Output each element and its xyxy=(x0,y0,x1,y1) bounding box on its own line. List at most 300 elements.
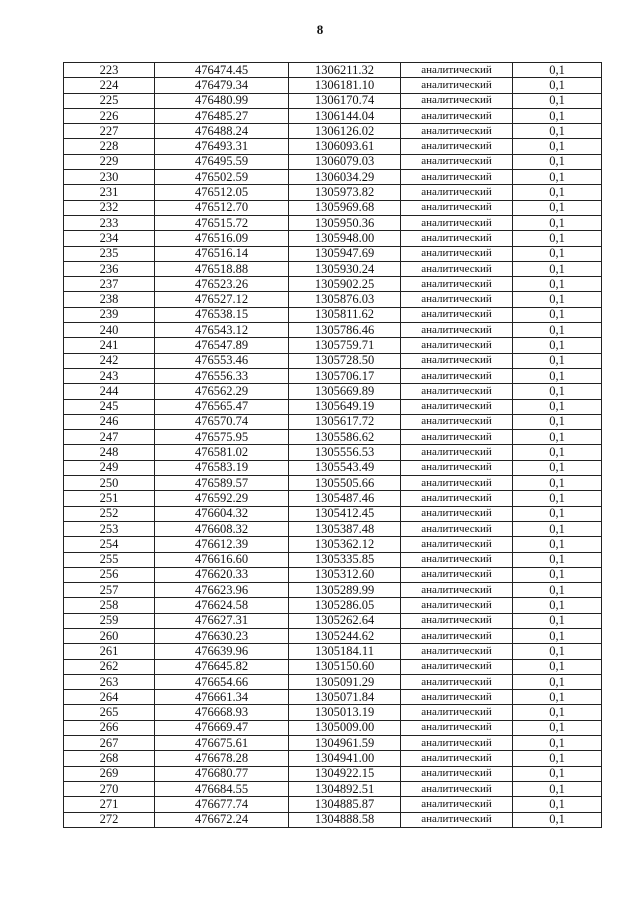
x-coordinate-cell: 476474.45 xyxy=(155,63,289,78)
y-coordinate-cell: 1305947.69 xyxy=(289,246,401,261)
point-number-cell: 250 xyxy=(64,476,155,491)
table-row xyxy=(64,353,602,368)
x-coordinate-cell: 476485.27 xyxy=(155,108,289,123)
method-cell: аналитический xyxy=(401,78,513,93)
method-cell: аналитический xyxy=(401,690,513,705)
point-number-cell: 267 xyxy=(64,736,155,751)
error-cell: 0,1 xyxy=(513,108,602,123)
x-coordinate-cell: 476616.60 xyxy=(155,552,289,567)
x-coordinate-cell: 476623.96 xyxy=(155,583,289,598)
error-cell: 0,1 xyxy=(513,170,602,185)
error-cell: 0,1 xyxy=(513,644,602,659)
error-cell: 0,1 xyxy=(513,705,602,720)
method-cell: аналитический xyxy=(401,460,513,475)
x-coordinate-cell: 476512.70 xyxy=(155,200,289,215)
method-cell: аналитический xyxy=(401,246,513,261)
y-coordinate-cell: 1304941.00 xyxy=(289,751,401,766)
x-coordinate-cell: 476518.88 xyxy=(155,261,289,276)
method-cell: аналитический xyxy=(401,63,513,78)
method-cell: аналитический xyxy=(401,368,513,383)
y-coordinate-cell: 1305412.45 xyxy=(289,506,401,521)
method-cell: аналитический xyxy=(401,781,513,796)
error-cell: 0,1 xyxy=(513,185,602,200)
table-row xyxy=(64,552,602,567)
x-coordinate-cell: 476645.82 xyxy=(155,659,289,674)
x-coordinate-cell: 476516.09 xyxy=(155,231,289,246)
y-coordinate-cell: 1306093.61 xyxy=(289,139,401,154)
error-cell: 0,1 xyxy=(513,63,602,78)
error-cell: 0,1 xyxy=(513,812,602,827)
point-number-cell: 264 xyxy=(64,690,155,705)
error-cell: 0,1 xyxy=(513,537,602,552)
x-coordinate-cell: 476488.24 xyxy=(155,124,289,139)
y-coordinate-cell: 1305244.62 xyxy=(289,628,401,643)
x-coordinate-cell: 476515.72 xyxy=(155,215,289,230)
point-number-cell: 239 xyxy=(64,307,155,322)
point-number-cell: 224 xyxy=(64,78,155,93)
point-number-cell: 231 xyxy=(64,185,155,200)
method-cell: аналитический xyxy=(401,353,513,368)
y-coordinate-cell: 1305876.03 xyxy=(289,292,401,307)
method-cell: аналитический xyxy=(401,200,513,215)
table-row xyxy=(64,781,602,796)
point-number-cell: 261 xyxy=(64,644,155,659)
error-cell: 0,1 xyxy=(513,583,602,598)
table-row xyxy=(64,567,602,582)
table-row xyxy=(64,506,602,521)
error-cell: 0,1 xyxy=(513,674,602,689)
point-number-cell: 265 xyxy=(64,705,155,720)
point-number-cell: 226 xyxy=(64,108,155,123)
error-cell: 0,1 xyxy=(513,353,602,368)
y-coordinate-cell: 1306170.74 xyxy=(289,93,401,108)
table-row xyxy=(64,368,602,383)
y-coordinate-cell: 1305973.82 xyxy=(289,185,401,200)
table-row xyxy=(64,261,602,276)
error-cell: 0,1 xyxy=(513,261,602,276)
table-row xyxy=(64,108,602,123)
point-number-cell: 233 xyxy=(64,215,155,230)
x-coordinate-cell: 476672.24 xyxy=(155,812,289,827)
point-number-cell: 246 xyxy=(64,414,155,429)
method-cell: аналитический xyxy=(401,537,513,552)
y-coordinate-cell: 1305617.72 xyxy=(289,414,401,429)
method-cell: аналитический xyxy=(401,185,513,200)
error-cell: 0,1 xyxy=(513,292,602,307)
method-cell: аналитический xyxy=(401,628,513,643)
method-cell: аналитический xyxy=(401,108,513,123)
point-number-cell: 228 xyxy=(64,139,155,154)
table-row xyxy=(64,613,602,628)
method-cell: аналитический xyxy=(401,613,513,628)
x-coordinate-cell: 476612.39 xyxy=(155,537,289,552)
y-coordinate-cell: 1306181.10 xyxy=(289,78,401,93)
x-coordinate-cell: 476523.26 xyxy=(155,277,289,292)
table-row xyxy=(64,154,602,169)
method-cell: аналитический xyxy=(401,384,513,399)
y-coordinate-cell: 1305335.85 xyxy=(289,552,401,567)
error-cell: 0,1 xyxy=(513,200,602,215)
error-cell: 0,1 xyxy=(513,139,602,154)
error-cell: 0,1 xyxy=(513,277,602,292)
y-coordinate-cell: 1306211.32 xyxy=(289,63,401,78)
error-cell: 0,1 xyxy=(513,323,602,338)
y-coordinate-cell: 1305728.50 xyxy=(289,353,401,368)
method-cell: аналитический xyxy=(401,139,513,154)
error-cell: 0,1 xyxy=(513,93,602,108)
x-coordinate-cell: 476583.19 xyxy=(155,460,289,475)
point-number-cell: 249 xyxy=(64,460,155,475)
table-row xyxy=(64,246,602,261)
y-coordinate-cell: 1304885.87 xyxy=(289,797,401,812)
method-cell: аналитический xyxy=(401,598,513,613)
table-row xyxy=(64,751,602,766)
method-cell: аналитический xyxy=(401,583,513,598)
x-coordinate-cell: 476547.89 xyxy=(155,338,289,353)
error-cell: 0,1 xyxy=(513,797,602,812)
y-coordinate-cell: 1305902.25 xyxy=(289,277,401,292)
point-number-cell: 244 xyxy=(64,384,155,399)
error-cell: 0,1 xyxy=(513,384,602,399)
table-row xyxy=(64,521,602,536)
x-coordinate-cell: 476565.47 xyxy=(155,399,289,414)
x-coordinate-cell: 476678.28 xyxy=(155,751,289,766)
table-row xyxy=(64,644,602,659)
error-cell: 0,1 xyxy=(513,598,602,613)
error-cell: 0,1 xyxy=(513,521,602,536)
point-number-cell: 259 xyxy=(64,613,155,628)
point-number-cell: 235 xyxy=(64,246,155,261)
error-cell: 0,1 xyxy=(513,751,602,766)
method-cell: аналитический xyxy=(401,261,513,276)
y-coordinate-cell: 1305556.53 xyxy=(289,445,401,460)
error-cell: 0,1 xyxy=(513,628,602,643)
table-row xyxy=(64,674,602,689)
method-cell: аналитический xyxy=(401,521,513,536)
point-number-cell: 256 xyxy=(64,567,155,582)
method-cell: аналитический xyxy=(401,736,513,751)
point-number-cell: 257 xyxy=(64,583,155,598)
y-coordinate-cell: 1305969.68 xyxy=(289,200,401,215)
method-cell: аналитический xyxy=(401,705,513,720)
error-cell: 0,1 xyxy=(513,552,602,567)
table-row xyxy=(64,476,602,491)
error-cell: 0,1 xyxy=(513,567,602,582)
x-coordinate-cell: 476630.23 xyxy=(155,628,289,643)
point-number-cell: 262 xyxy=(64,659,155,674)
y-coordinate-cell: 1304888.58 xyxy=(289,812,401,827)
table-row xyxy=(64,460,602,475)
point-number-cell: 229 xyxy=(64,154,155,169)
point-number-cell: 240 xyxy=(64,323,155,338)
y-coordinate-cell: 1305811.62 xyxy=(289,307,401,322)
table-row xyxy=(64,63,602,78)
x-coordinate-cell: 476677.74 xyxy=(155,797,289,812)
y-coordinate-cell: 1305487.46 xyxy=(289,491,401,506)
y-coordinate-cell: 1305091.29 xyxy=(289,674,401,689)
x-coordinate-cell: 476512.05 xyxy=(155,185,289,200)
point-number-cell: 260 xyxy=(64,628,155,643)
error-cell: 0,1 xyxy=(513,690,602,705)
y-coordinate-cell: 1305759.71 xyxy=(289,338,401,353)
method-cell: аналитический xyxy=(401,674,513,689)
table-row xyxy=(64,93,602,108)
point-number-cell: 272 xyxy=(64,812,155,827)
error-cell: 0,1 xyxy=(513,124,602,139)
method-cell: аналитический xyxy=(401,124,513,139)
method-cell: аналитический xyxy=(401,170,513,185)
method-cell: аналитический xyxy=(401,414,513,429)
coordinates-table-body xyxy=(64,63,602,828)
point-number-cell: 248 xyxy=(64,445,155,460)
table-row xyxy=(64,583,602,598)
table-row xyxy=(64,797,602,812)
y-coordinate-cell: 1305262.64 xyxy=(289,613,401,628)
x-coordinate-cell: 476581.02 xyxy=(155,445,289,460)
method-cell: аналитический xyxy=(401,338,513,353)
method-cell: аналитический xyxy=(401,797,513,812)
point-number-cell: 227 xyxy=(64,124,155,139)
point-number-cell: 236 xyxy=(64,261,155,276)
table-row xyxy=(64,598,602,613)
x-coordinate-cell: 476654.66 xyxy=(155,674,289,689)
error-cell: 0,1 xyxy=(513,460,602,475)
point-number-cell: 255 xyxy=(64,552,155,567)
point-number-cell: 245 xyxy=(64,399,155,414)
table-row xyxy=(64,766,602,781)
table-row xyxy=(64,323,602,338)
error-cell: 0,1 xyxy=(513,781,602,796)
y-coordinate-cell: 1306079.03 xyxy=(289,154,401,169)
point-number-cell: 223 xyxy=(64,63,155,78)
y-coordinate-cell: 1304961.59 xyxy=(289,736,401,751)
x-coordinate-cell: 476575.95 xyxy=(155,430,289,445)
page-number: 8 xyxy=(316,22,324,37)
table-row xyxy=(64,185,602,200)
table-row xyxy=(64,215,602,230)
error-cell: 0,1 xyxy=(513,215,602,230)
x-coordinate-cell: 476480.99 xyxy=(155,93,289,108)
method-cell: аналитический xyxy=(401,491,513,506)
point-number-cell: 243 xyxy=(64,368,155,383)
table-row xyxy=(64,537,602,552)
table-row xyxy=(64,690,602,705)
table-row xyxy=(64,659,602,674)
y-coordinate-cell: 1305150.60 xyxy=(289,659,401,674)
x-coordinate-cell: 476538.15 xyxy=(155,307,289,322)
y-coordinate-cell: 1305706.17 xyxy=(289,368,401,383)
x-coordinate-cell: 476543.12 xyxy=(155,323,289,338)
y-coordinate-cell: 1305950.36 xyxy=(289,215,401,230)
method-cell: аналитический xyxy=(401,506,513,521)
y-coordinate-cell: 1305786.46 xyxy=(289,323,401,338)
method-cell: аналитический xyxy=(401,93,513,108)
x-coordinate-cell: 476627.31 xyxy=(155,613,289,628)
method-cell: аналитический xyxy=(401,292,513,307)
table-row xyxy=(64,399,602,414)
y-coordinate-cell: 1306126.02 xyxy=(289,124,401,139)
x-coordinate-cell: 476639.96 xyxy=(155,644,289,659)
y-coordinate-cell: 1306034.29 xyxy=(289,170,401,185)
error-cell: 0,1 xyxy=(513,246,602,261)
x-coordinate-cell: 476669.47 xyxy=(155,720,289,735)
y-coordinate-cell: 1305312.60 xyxy=(289,567,401,582)
y-coordinate-cell: 1306144.04 xyxy=(289,108,401,123)
y-coordinate-cell: 1305289.99 xyxy=(289,583,401,598)
x-coordinate-cell: 476684.55 xyxy=(155,781,289,796)
error-cell: 0,1 xyxy=(513,491,602,506)
error-cell: 0,1 xyxy=(513,766,602,781)
point-number-cell: 269 xyxy=(64,766,155,781)
method-cell: аналитический xyxy=(401,154,513,169)
table-row xyxy=(64,628,602,643)
error-cell: 0,1 xyxy=(513,659,602,674)
y-coordinate-cell: 1305071.84 xyxy=(289,690,401,705)
error-cell: 0,1 xyxy=(513,445,602,460)
error-cell: 0,1 xyxy=(513,414,602,429)
error-cell: 0,1 xyxy=(513,506,602,521)
method-cell: аналитический xyxy=(401,399,513,414)
error-cell: 0,1 xyxy=(513,399,602,414)
point-number-cell: 271 xyxy=(64,797,155,812)
point-number-cell: 268 xyxy=(64,751,155,766)
method-cell: аналитический xyxy=(401,659,513,674)
error-cell: 0,1 xyxy=(513,307,602,322)
table-row xyxy=(64,430,602,445)
x-coordinate-cell: 476553.46 xyxy=(155,353,289,368)
x-coordinate-cell: 476680.77 xyxy=(155,766,289,781)
x-coordinate-cell: 476527.12 xyxy=(155,292,289,307)
error-cell: 0,1 xyxy=(513,736,602,751)
table-row xyxy=(64,170,602,185)
y-coordinate-cell: 1305362.12 xyxy=(289,537,401,552)
x-coordinate-cell: 476592.29 xyxy=(155,491,289,506)
y-coordinate-cell: 1305009.00 xyxy=(289,720,401,735)
method-cell: аналитический xyxy=(401,720,513,735)
method-cell: аналитический xyxy=(401,323,513,338)
method-cell: аналитический xyxy=(401,277,513,292)
x-coordinate-cell: 476570.74 xyxy=(155,414,289,429)
point-number-cell: 242 xyxy=(64,353,155,368)
point-number-cell: 234 xyxy=(64,231,155,246)
point-number-cell: 253 xyxy=(64,521,155,536)
table-row xyxy=(64,307,602,322)
x-coordinate-cell: 476624.58 xyxy=(155,598,289,613)
method-cell: аналитический xyxy=(401,445,513,460)
method-cell: аналитический xyxy=(401,552,513,567)
table-row xyxy=(64,231,602,246)
point-number-cell: 232 xyxy=(64,200,155,215)
point-number-cell: 225 xyxy=(64,93,155,108)
method-cell: аналитический xyxy=(401,812,513,827)
table-row xyxy=(64,338,602,353)
y-coordinate-cell: 1304922.15 xyxy=(289,766,401,781)
point-number-cell: 254 xyxy=(64,537,155,552)
table-row xyxy=(64,491,602,506)
x-coordinate-cell: 476562.29 xyxy=(155,384,289,399)
table-row xyxy=(64,292,602,307)
y-coordinate-cell: 1305930.24 xyxy=(289,261,401,276)
point-number-cell: 251 xyxy=(64,491,155,506)
table-row xyxy=(64,124,602,139)
y-coordinate-cell: 1305649.19 xyxy=(289,399,401,414)
x-coordinate-cell: 476620.33 xyxy=(155,567,289,582)
table-row xyxy=(64,200,602,215)
point-number-cell: 266 xyxy=(64,720,155,735)
table-row xyxy=(64,736,602,751)
error-cell: 0,1 xyxy=(513,368,602,383)
x-coordinate-cell: 476479.34 xyxy=(155,78,289,93)
x-coordinate-cell: 476493.31 xyxy=(155,139,289,154)
table-row xyxy=(64,384,602,399)
method-cell: аналитический xyxy=(401,644,513,659)
x-coordinate-cell: 476589.57 xyxy=(155,476,289,491)
point-number-cell: 230 xyxy=(64,170,155,185)
error-cell: 0,1 xyxy=(513,613,602,628)
point-number-cell: 238 xyxy=(64,292,155,307)
point-number-cell: 258 xyxy=(64,598,155,613)
x-coordinate-cell: 476495.59 xyxy=(155,154,289,169)
coordinates-table xyxy=(63,62,602,828)
method-cell: аналитический xyxy=(401,567,513,582)
method-cell: аналитический xyxy=(401,751,513,766)
table-row xyxy=(64,705,602,720)
error-cell: 0,1 xyxy=(513,430,602,445)
point-number-cell: 241 xyxy=(64,338,155,353)
method-cell: аналитический xyxy=(401,307,513,322)
y-coordinate-cell: 1305505.66 xyxy=(289,476,401,491)
y-coordinate-cell: 1305286.05 xyxy=(289,598,401,613)
table-row xyxy=(64,445,602,460)
y-coordinate-cell: 1305184.11 xyxy=(289,644,401,659)
x-coordinate-cell: 476604.32 xyxy=(155,506,289,521)
table-row xyxy=(64,78,602,93)
x-coordinate-cell: 476516.14 xyxy=(155,246,289,261)
x-coordinate-cell: 476668.93 xyxy=(155,705,289,720)
y-coordinate-cell: 1305013.19 xyxy=(289,705,401,720)
y-coordinate-cell: 1305387.48 xyxy=(289,521,401,536)
point-number-cell: 263 xyxy=(64,674,155,689)
error-cell: 0,1 xyxy=(513,338,602,353)
x-coordinate-cell: 476675.61 xyxy=(155,736,289,751)
method-cell: аналитический xyxy=(401,766,513,781)
point-number-cell: 252 xyxy=(64,506,155,521)
x-coordinate-cell: 476556.33 xyxy=(155,368,289,383)
table-row xyxy=(64,812,602,827)
table-row xyxy=(64,414,602,429)
method-cell: аналитический xyxy=(401,476,513,491)
method-cell: аналитический xyxy=(401,215,513,230)
method-cell: аналитический xyxy=(401,430,513,445)
table-row xyxy=(64,720,602,735)
x-coordinate-cell: 476661.34 xyxy=(155,690,289,705)
point-number-cell: 270 xyxy=(64,781,155,796)
x-coordinate-cell: 476502.59 xyxy=(155,170,289,185)
y-coordinate-cell: 1305586.62 xyxy=(289,430,401,445)
y-coordinate-cell: 1305669.89 xyxy=(289,384,401,399)
y-coordinate-cell: 1304892.51 xyxy=(289,781,401,796)
table-row xyxy=(64,139,602,154)
method-cell: аналитический xyxy=(401,231,513,246)
point-number-cell: 247 xyxy=(64,430,155,445)
y-coordinate-cell: 1305948.00 xyxy=(289,231,401,246)
error-cell: 0,1 xyxy=(513,154,602,169)
error-cell: 0,1 xyxy=(513,78,602,93)
point-number-cell: 237 xyxy=(64,277,155,292)
y-coordinate-cell: 1305543.49 xyxy=(289,460,401,475)
error-cell: 0,1 xyxy=(513,720,602,735)
table-row xyxy=(64,277,602,292)
